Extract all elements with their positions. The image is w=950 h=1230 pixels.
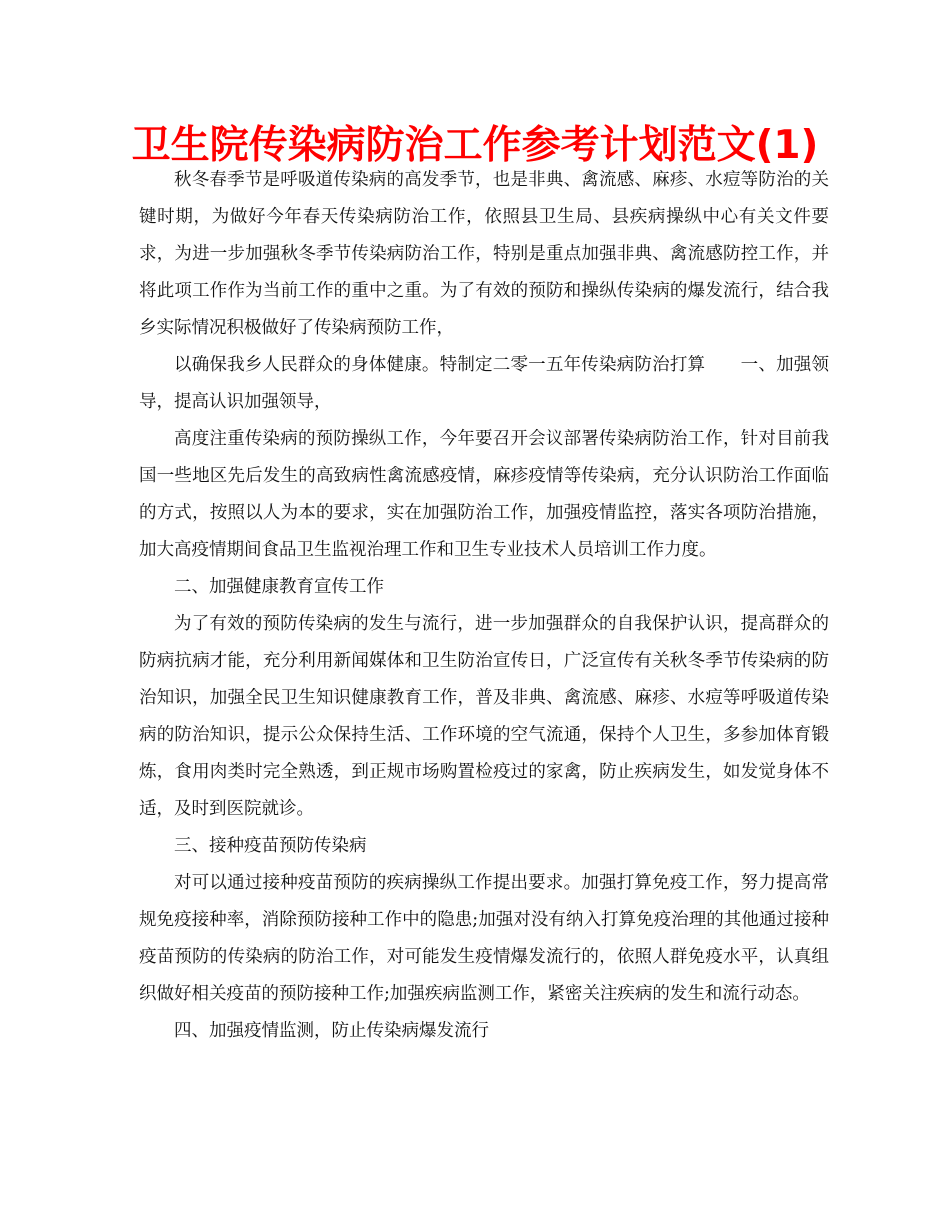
section-heading: 二、加强健康教育宣传工作 (174, 577, 384, 597)
paragraph: 为了有效的预防传染病的发生与流行，进一步加强群众的自我保护认识，提高群众的防病抗病才能，充分利用新闻媒体和卫生防治宣传日，广泛宣传有关秋冬季节传染病的防治知识，加强全民卫生知识健康教育工作，普及非典、禽流感、麻疹、水痘等呼吸道传染病的防治知识，提示公众保持生活、工作环境的空气流通，保持个人卫生，多参加体育锻炼，食用肉类时完全熟透，到正规市场购置检疫过的家禽，防止疾病发生，如发觉身体不适，及时到医院就诊。 (139, 614, 829, 819)
section-heading: 四、加强疫情监测，防止传染病爆发流行 (174, 1021, 489, 1041)
paragraph: 对可以通过接种疫苗预防的疾病操纵工作提出要求。加强打算免疫工作，努力提高常规免疫接种率，消除预防接种工作中的隐患;加强对没有纳入打算免疫治理的其他通过接种疫苗预防的传染病的防治工作，对可能发生疫情爆发流行的，依照人群免疫水平，认真组织做好相关疫苗的预防接种工作;加强疾病监测工作，紧密关注疾病的发生和流行动态。 (139, 873, 829, 1004)
document-title: 卫生院传染病防治工作参考计划范文(1) (131, 123, 819, 168)
section-heading: 三、接种疫苗预防传染病 (174, 836, 367, 856)
document-body (139, 162, 829, 1050)
paragraph: 秋冬春季节是呼吸道传染病的高发季节，也是非典、禽流感、麻疹、水痘等防治的关键时期，为做好今年春天传染病防治工作，依照县卫生局、县疾病操纵中心有关文件要求，为进一步加强秋冬季节传染病防治工作，特别是重点加强非典、禽流感防控工作，并将此项工作作为当前工作的重中之重。为了有效的预防和操纵传染病的爆发流行，结合我乡实际情况积极做好了传染病预防工作， (139, 170, 829, 338)
paragraph: 高度注重传染病的预防操纵工作，今年要召开会议部署传染病防治工作，针对目前我国一些地区先后发生的高致病性禽流感疫情，麻疹疫情等传染病，充分认识防治工作面临的方式，按照以人为本的要求，实在加强防治工作，加强疫情监控，落实各项防治措施，加大高疫情期间食品卫生监视治理工作和卫生专业技术人员培训工作力度。 (139, 429, 829, 560)
paragraph: 以确保我乡人民群众的身体健康。特制定二零一五年传染病防治打算 一、加强领导，提高认识加强领导， (139, 355, 829, 412)
